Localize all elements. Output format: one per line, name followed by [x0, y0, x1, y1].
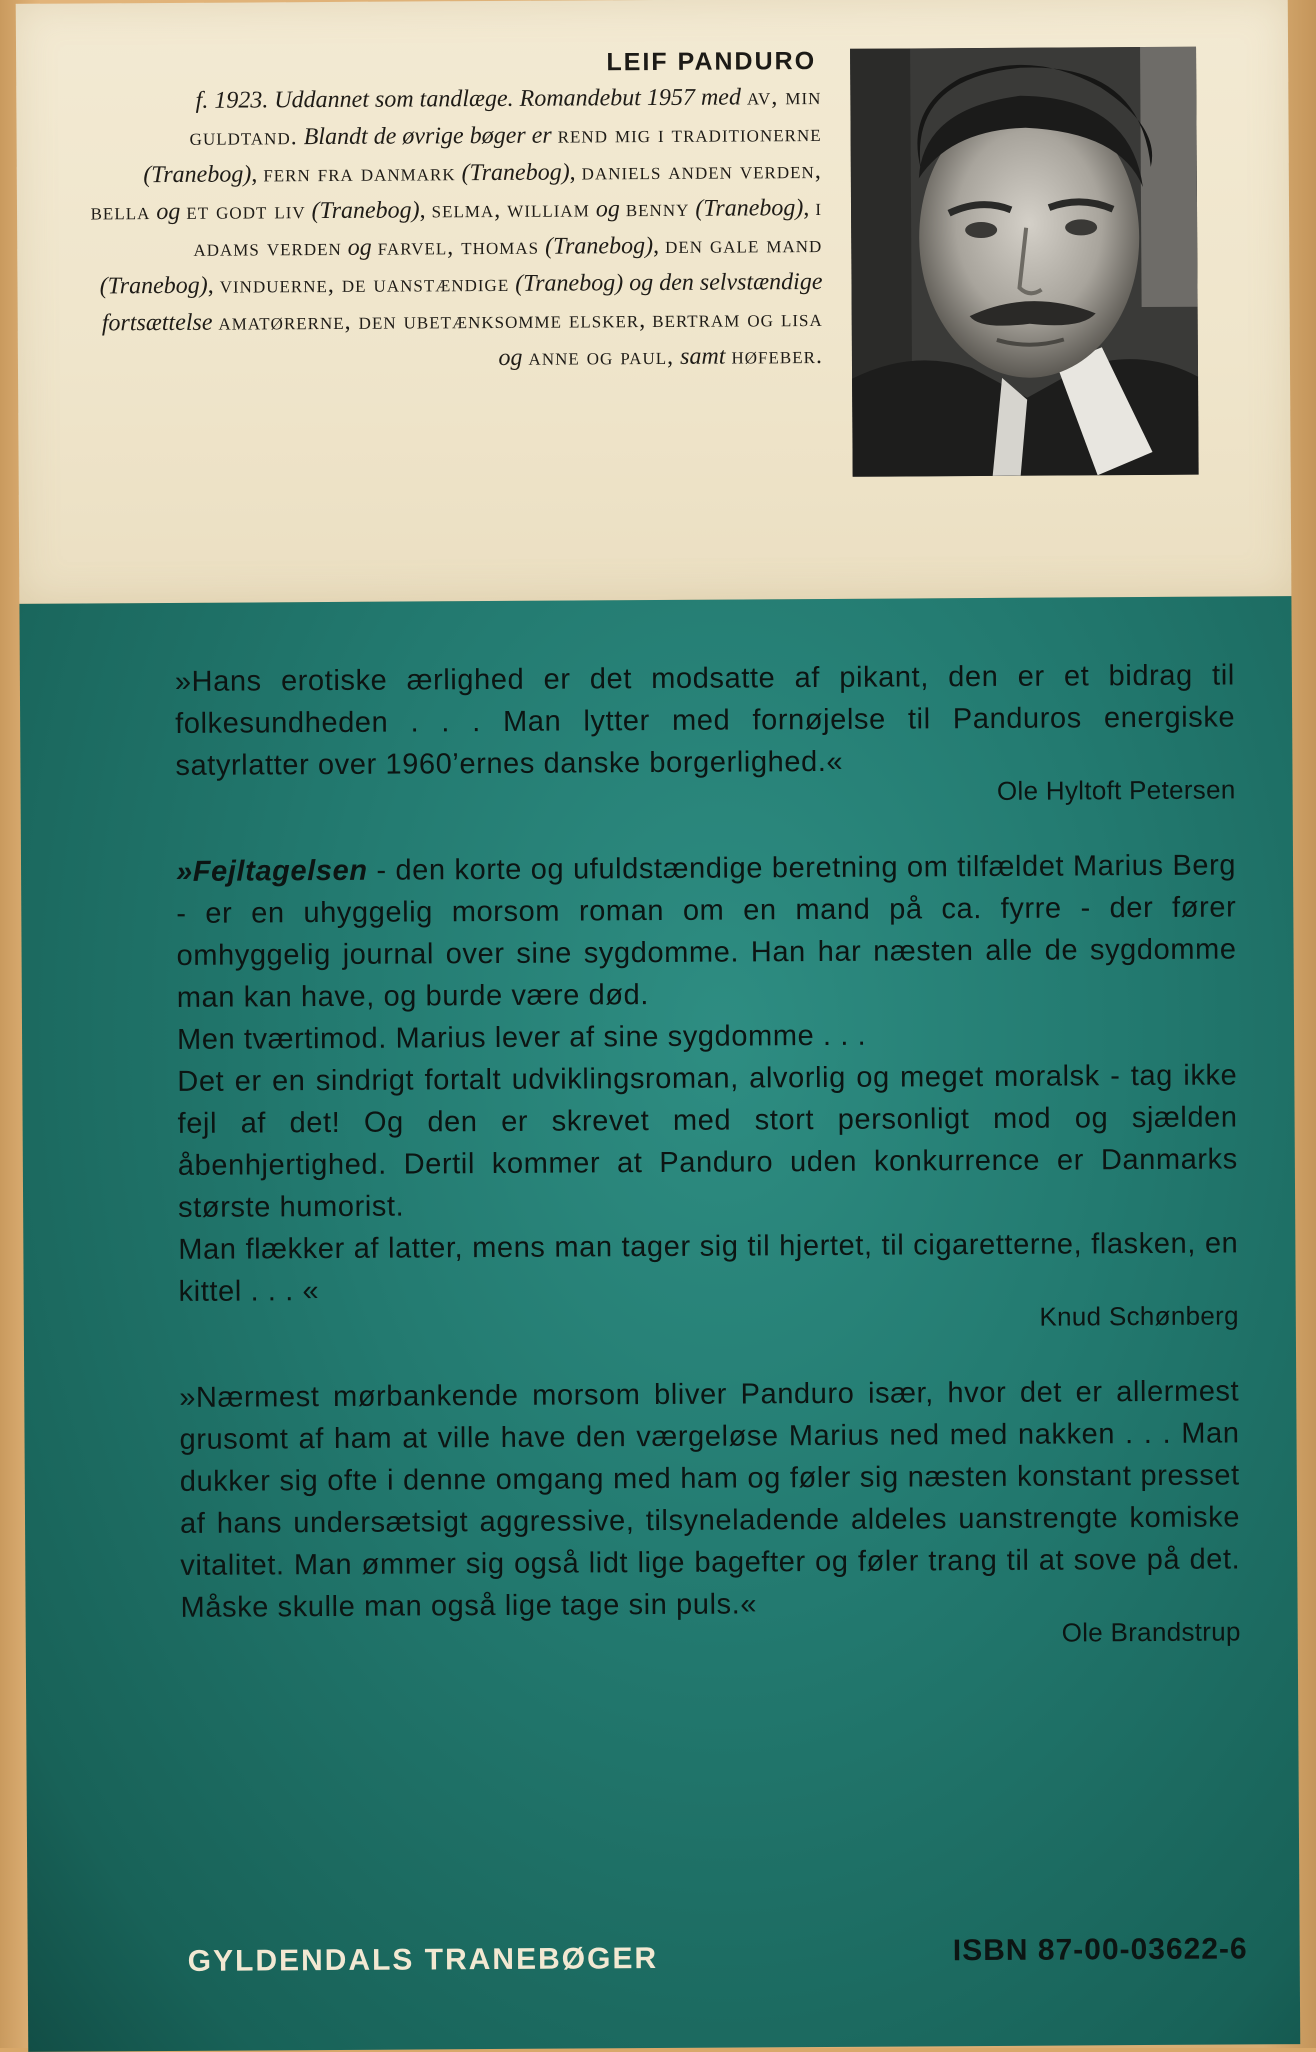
bio-tranebog: (Tranebog)	[695, 195, 804, 222]
bio-tranebog: (Tranebog)	[461, 159, 570, 187]
quote-text: Men tværtimod. Marius lever af sine sygdomme . . .	[176, 1019, 867, 1056]
bio-title: bella	[90, 199, 151, 226]
publisher-imprint: GYLDENDALS TRANEBØGER	[187, 1942, 659, 1978]
bio-tranebog: (Tranebog)	[99, 272, 208, 300]
bio-title: høfeber.	[731, 342, 824, 370]
quote-text: »Hans erotiske ærlighed er det modsatte af pikant, den er et bidrag til folkesundheden . . . Man lytter med fornøjelse til Panduros energiske satyrlatter over 1960’ernes danske borgerlighed.«	[174, 659, 1236, 782]
bio-title: den gale mand	[664, 231, 823, 259]
bio-title: rend mig i traditionerne	[557, 120, 822, 149]
review-quotes	[175, 654, 1241, 1692]
bio-title: bertram og lisa	[652, 305, 823, 334]
quote-text: - den korte og ufuldstændige beretning om tilfældet Marius Berg - er en uhyggelig morsom roman om en mand på ca. fyrre - der fører omhyggelig journal over sine sygdomme. Han har næsten alle de sygdomme man kan have, og burde være død.	[176, 849, 1237, 1014]
bio-title: av, min guldtand.	[189, 83, 822, 151]
author-name: LEIF PANDURO	[606, 47, 817, 77]
author-bio: f. 1923. Uddannet som tandlæge. Romandebut 1957 med av, min guldtand. Blandt de øvrige bøger er rend mig i traditionerne (Tranebog), fern fra danmark (Tranebog), daniels anden verden, bella og et godt liv (Tranebog), selma, william og benny (Tranebog), i adams verden og farvel, thomas (Tranebog), den gale mand (Tranebog), vinduerne, de uanstændige (Tranebog) og den selvstændige fortsættelse amatørerne, den ubetænksomme elsker, bertram og lisa og anne og paul, samt høfeber.	[90, 83, 824, 371]
bio-og: og	[498, 344, 523, 371]
bio-tranebog: (Tranebog)	[544, 233, 654, 260]
book-title: »Fejltagelsen	[175, 854, 368, 888]
isbn-number: ISBN 87-00-03622-6	[952, 1932, 1248, 1968]
bio-tranebog: (Tranebog)	[311, 197, 420, 225]
bio-title: fern fra danmark	[263, 160, 456, 188]
quote-attribution: Ole Hyltoft Petersen	[996, 774, 1236, 806]
bio-title: william	[507, 196, 590, 223]
review-quote	[175, 654, 1236, 810]
portrait-illustration	[850, 47, 1199, 477]
quote-attribution: Ole Brandstrup	[1061, 1616, 1241, 1648]
bio-og: og	[347, 234, 372, 261]
bio-tranebog: (Tranebog)	[143, 161, 252, 189]
bio-samt: samt	[680, 343, 726, 370]
bio-text: Blandt de øvrige bøger er	[303, 122, 552, 151]
author-panel	[16, 0, 1292, 604]
bio-og: og	[595, 196, 620, 223]
bio-title: vinduerne, de uanstændige	[219, 270, 510, 299]
bio-title: et godt liv	[186, 198, 306, 225]
quote-attribution: Knud Schønberg	[1039, 1300, 1239, 1332]
bio-title: selma,	[431, 196, 502, 224]
bio-title: amatørerne, den ubetænksomme elsker,	[218, 307, 647, 336]
bio-lead: f. 1923. Uddannet som tandlæge. Romandebut 1957 med	[195, 84, 741, 114]
quote-text: Det er en sindrigt fortalt udviklingsroman, alvorlig og meget moralsk - tag ikke fejl af det! Og den er skrevet med stort personligt mod og sjælden åbenhjertighed. Dertil kommer at Panduro uden konkurrence er Danmarks største humorist.	[177, 1059, 1238, 1224]
bio-og: og	[156, 198, 181, 226]
book-back-cover	[16, 0, 1300, 2052]
bio-title: i adams verden	[193, 194, 823, 262]
author-portrait	[850, 47, 1199, 477]
bio-title: anne og paul,	[528, 343, 675, 371]
review-quote	[179, 1370, 1241, 1652]
review-quote	[176, 844, 1239, 1336]
bio-title: benny	[625, 195, 690, 223]
bio-title: farvel, thomas	[377, 233, 540, 261]
bio-title: daniels anden verden,	[581, 157, 822, 186]
bio-continuation: og den selvstændige fortsættelse	[101, 268, 823, 337]
quote-text: Man flækker af latter, mens man tager sig til hjertet, til cigaretterne, flasken, en kittel . . . «	[178, 1227, 1239, 1308]
quote-text: »Nærmest mørbankende morsom bliver Panduro især, hvor det er allermest grusomt af ham at ville have den værgeløse Marius ned med nakken . . . Man dukker sig ofte i denne omgang med ham og føler sig næsten konstant presset af hans undersætsigt aggressive, tilsyneladende aldeles uanstrengte komiske vitalitet. Man ømmer sig også lidt lige bagefter og føler trang til at sove på det. Måske skulle man også lige tage sin puls.«	[179, 1375, 1241, 1624]
bio-tranebog: (Tranebog)	[515, 270, 624, 297]
